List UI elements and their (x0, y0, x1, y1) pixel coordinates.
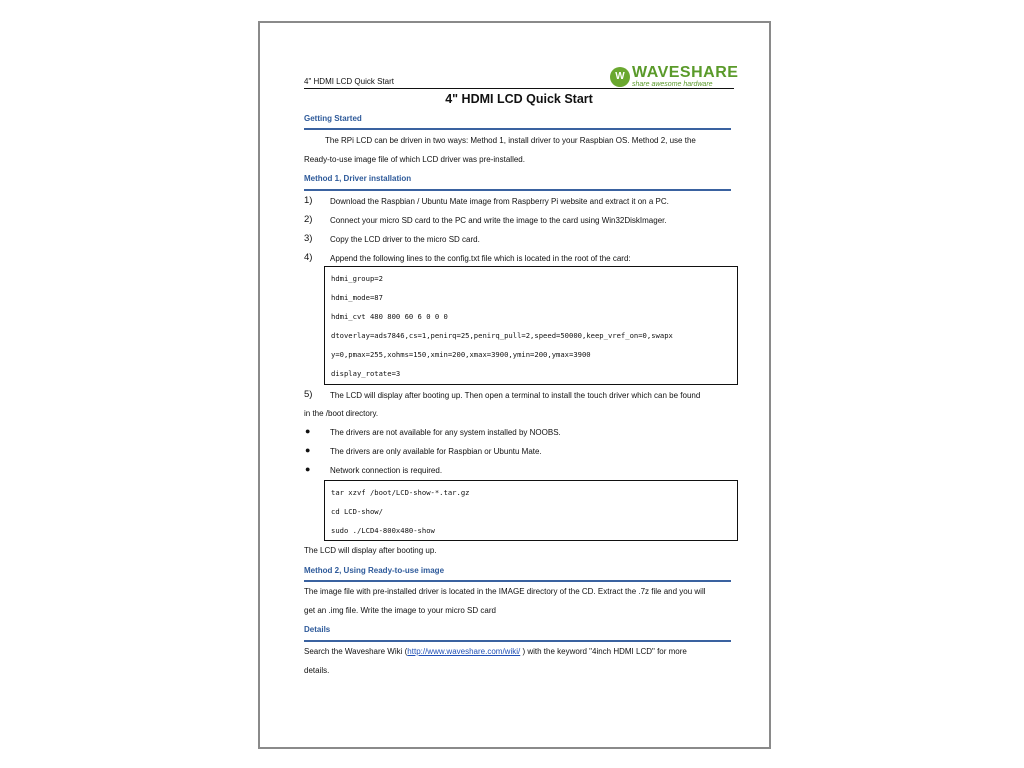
bullet-text: The drivers are not available for any system installed by NOOBS. (330, 428, 561, 437)
code-line: display_rotate=3 (331, 369, 401, 378)
step-number: 1) (304, 195, 313, 206)
paragraph-line: get an .img file. Write the image to your micro SD card (304, 606, 496, 615)
section-heading-getting-started: Getting Started (304, 114, 362, 123)
paragraph-line: The RPi LCD can be driven in two ways: Method 1, install driver to your Raspbian OS. Method 2, use the (325, 136, 696, 145)
waveshare-wiki-link[interactable]: http://www.waveshare.com/wiki/ (407, 647, 521, 656)
step-text: Download the Raspbian / Ubuntu Mate image from Raspberry Pi website and extract it on a PC. (330, 197, 669, 206)
paragraph-line: details. (304, 666, 330, 675)
step-text: The LCD will display after booting up. Then open a terminal to install the touch driver which can be found (330, 391, 701, 400)
logo-tagline: share awesome hardware (632, 81, 713, 88)
header-divider (304, 88, 734, 89)
details-text-after: ) with the keyword "4inch HDMI LCD" for more (520, 647, 687, 656)
step-number: 3) (304, 233, 313, 244)
code-line: hdmi_mode=87 (331, 293, 383, 302)
step-number: 4) (304, 252, 313, 263)
section-rule (304, 640, 731, 642)
section-heading-details: Details (304, 625, 331, 634)
section-heading-method2: Method 2, Using Ready-to-use image (304, 566, 445, 575)
code-line: sudo ./LCD4-800x480-show (331, 526, 435, 535)
bullet-text: The drivers are only available for Raspbian or Ubuntu Mate. (330, 447, 542, 456)
step-text: Append the following lines to the config.txt file which is located in the root of the card: (330, 254, 631, 263)
command-code-block (324, 480, 738, 541)
section-rule (304, 128, 731, 130)
document-page (258, 21, 771, 749)
step-text: Copy the LCD driver to the micro SD card. (330, 235, 480, 244)
code-line: dtoverlay=ads7846,cs=1,penirq=25,penirq_pull=2,speed=50000,keep_vref_on=0,swapx (331, 331, 673, 340)
details-text-before: Search the Waveshare Wiki ( (304, 647, 408, 656)
step-text: Connect your micro SD card to the PC and write the image to the card using Win32DiskImager. (330, 216, 667, 225)
paragraph-line: in the /boot directory. (304, 409, 379, 418)
bullet-dot-icon: ● (305, 464, 311, 474)
paragraph-line: The LCD will display after booting up. (304, 546, 437, 555)
bullet-dot-icon: ● (305, 426, 311, 436)
waveshare-logo-icon: W (610, 67, 630, 87)
code-line: cd LCD-show/ (331, 507, 383, 516)
bullet-text: Network connection is required. (330, 466, 443, 475)
logo-wordmark: WAVESHARE (632, 64, 739, 81)
code-line: hdmi_group=2 (331, 274, 383, 283)
paragraph-line: The image file with pre-installed driver is located in the IMAGE directory of the CD. Extract the .7z file and you will (304, 587, 706, 596)
details-line (304, 647, 687, 656)
section-rule (304, 580, 731, 582)
running-header-title: 4" HDMI LCD Quick Start (304, 77, 394, 86)
step-number: 5) (304, 389, 313, 400)
section-rule (304, 189, 731, 191)
section-heading-method1: Method 1, Driver installation (304, 174, 412, 183)
bullet-dot-icon: ● (305, 445, 311, 455)
code-line: y=0,pmax=255,xohms=150,xmin=200,xmax=3900,ymin=200,ymax=3900 (331, 350, 591, 359)
paragraph-line: Ready-to-use image file of which LCD driver was pre-installed. (304, 155, 525, 164)
code-line: tar xzvf /boot/LCD-show-*.tar.gz (331, 488, 470, 497)
step-number: 2) (304, 214, 313, 225)
code-line: hdmi_cvt 480 800 60 6 0 0 0 (331, 312, 448, 321)
document-title: 4" HDMI LCD Quick Start (445, 92, 593, 106)
config-code-block (324, 266, 738, 385)
